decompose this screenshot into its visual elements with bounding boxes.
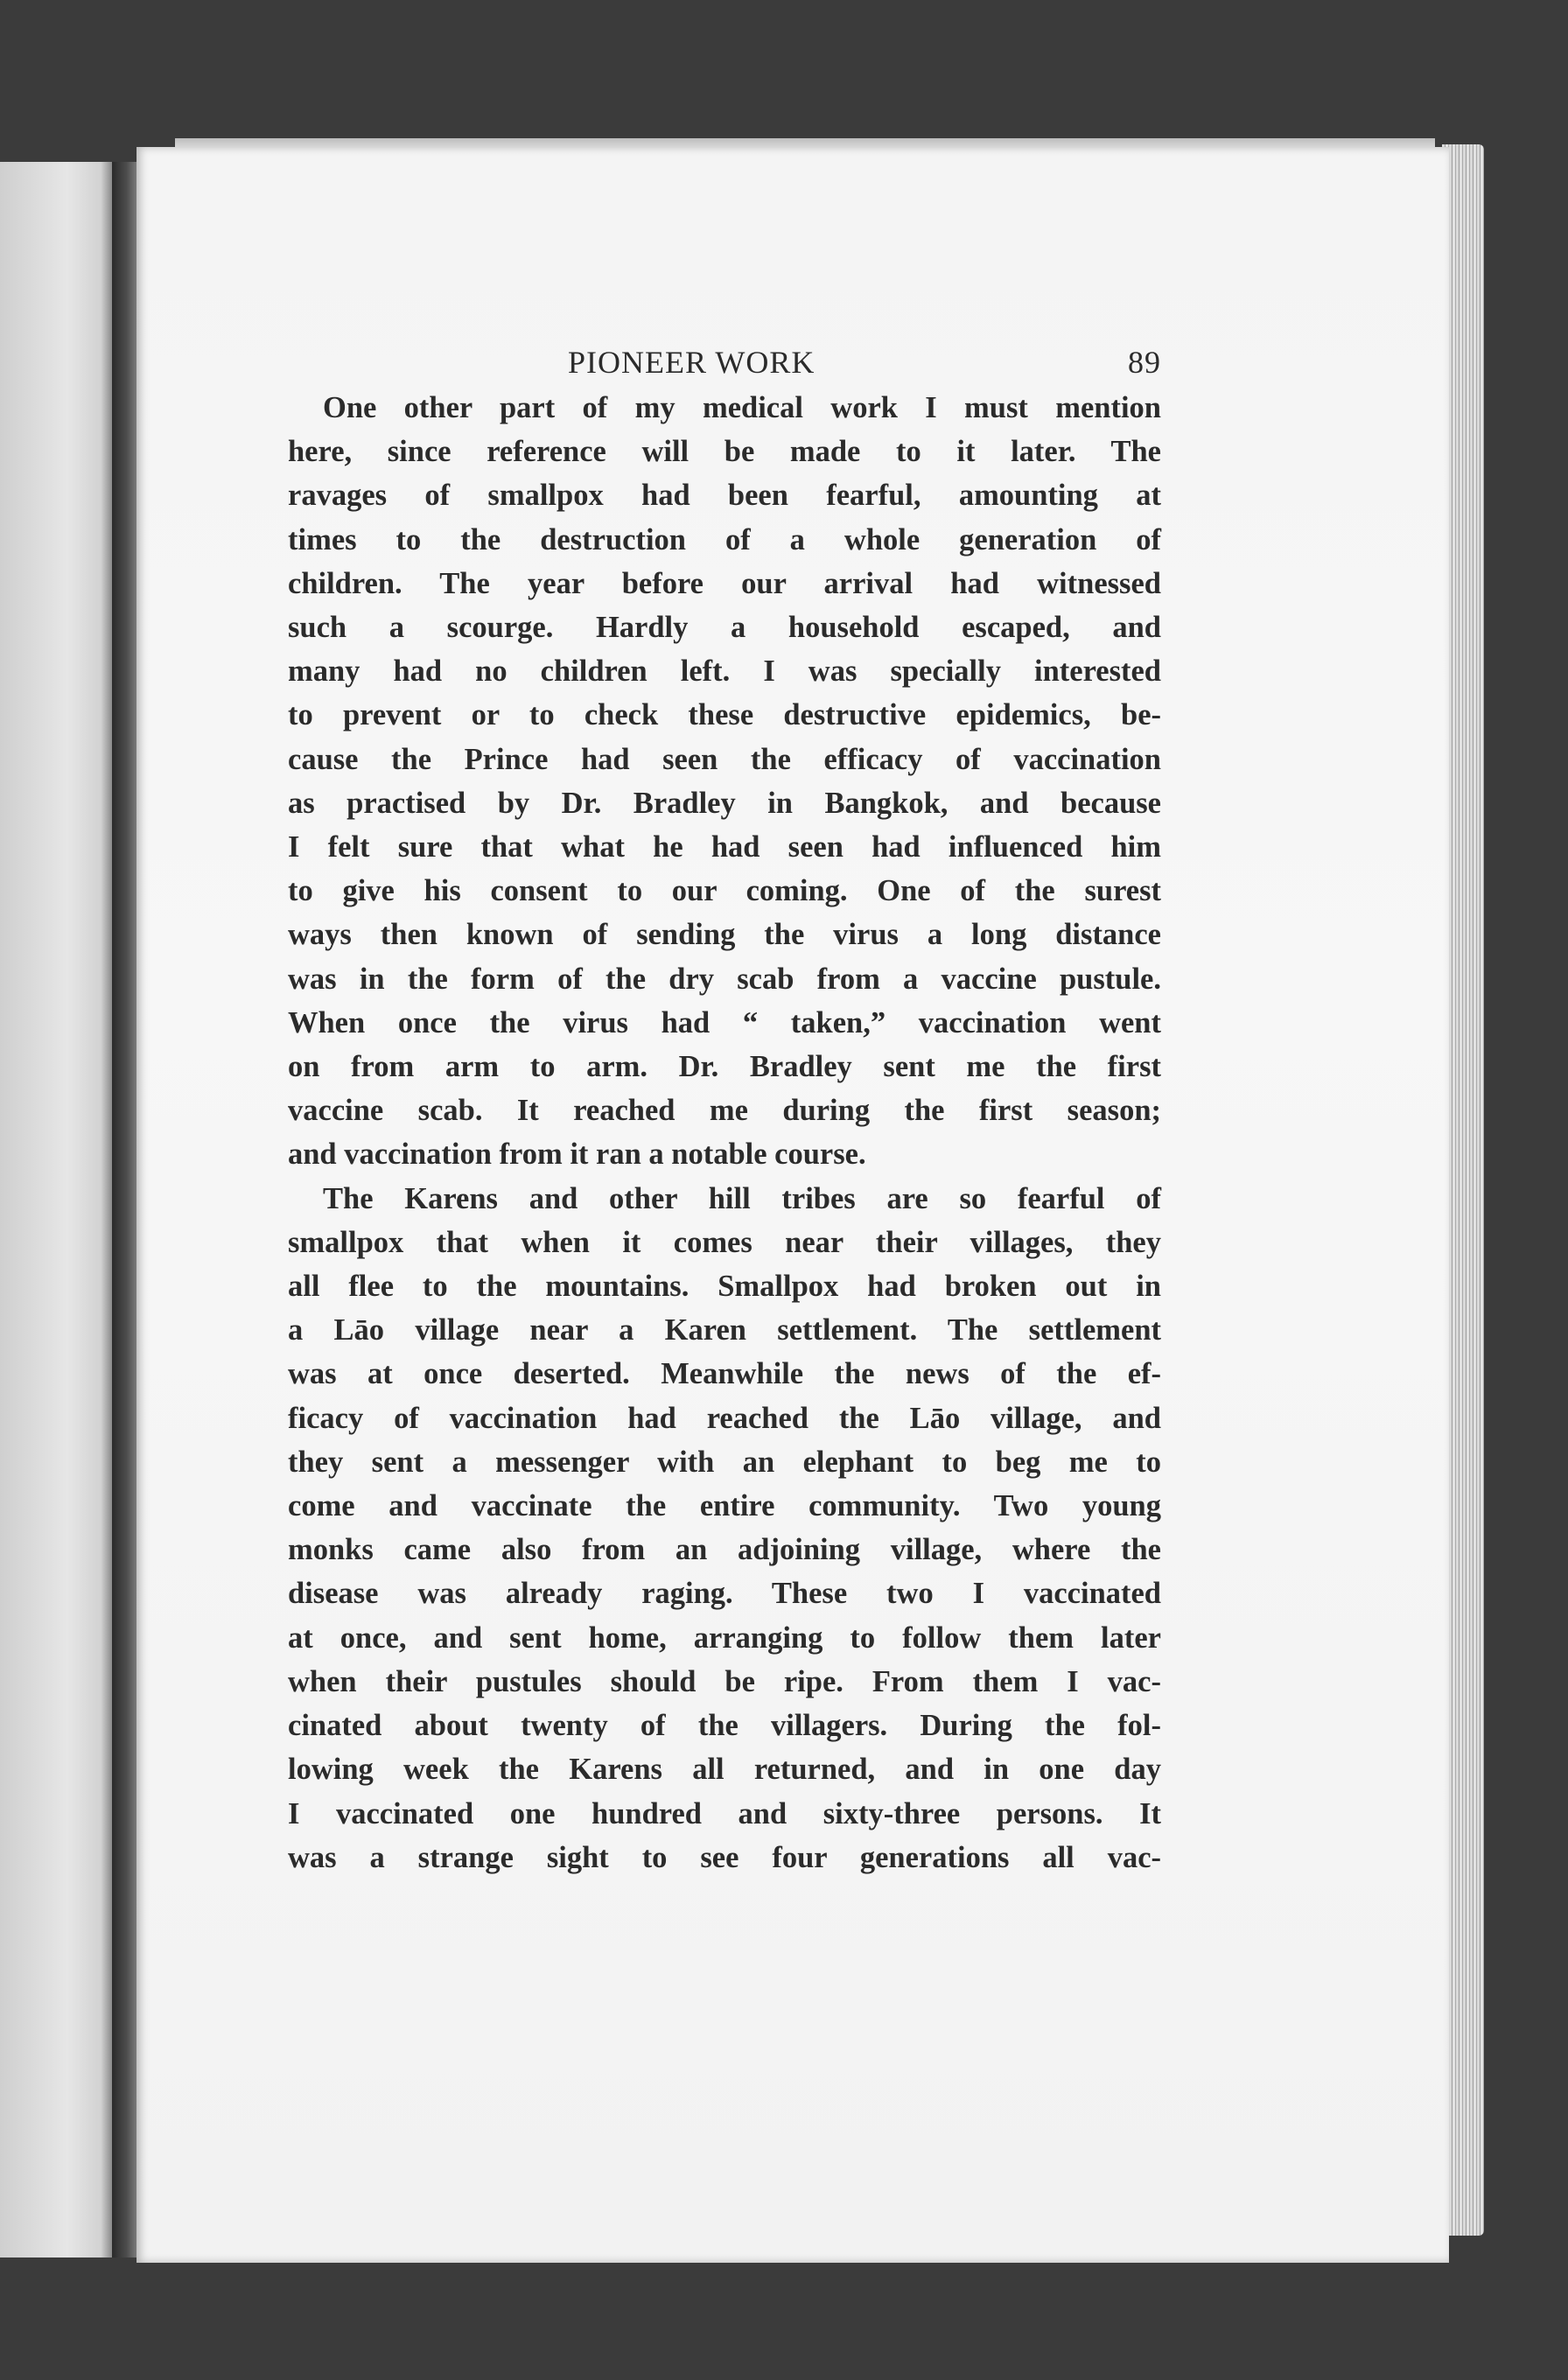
text-line: to give his consent to our coming. One of the surest (288, 874, 1161, 908)
text-line: children. The year before our arrival had witnessed (288, 566, 1161, 600)
text-line: cause the Prince had seen the efficacy of vaccination (288, 742, 1161, 776)
text-line: cinated about twenty of the villagers. During the fol- (288, 1709, 1161, 1743)
text-line: was in the form of the dry scab from a vaccine pustule. (288, 962, 1161, 996)
page-text-block (288, 337, 1161, 1880)
text-line: vaccine scab. It reached me during the first season; (288, 1094, 1161, 1128)
text-line: come and vaccinate the entire community. Two young (288, 1489, 1161, 1523)
text-line: I vaccinated one hundred and sixty-three persons. It (288, 1796, 1161, 1830)
paragraph-2 (288, 1177, 1161, 1880)
text-line: lowing week the Karens all returned, and in one day (288, 1753, 1161, 1787)
text-line: all flee to the mountains. Smallpox had broken out in (288, 1270, 1161, 1304)
facing-page-edge (0, 162, 112, 2258)
text-line: as practised by Dr. Bradley in Bangkok, and because (288, 786, 1161, 820)
text-line: was a strange sight to see four generations all vac- (288, 1840, 1161, 1874)
paragraph-1 (288, 386, 1161, 1177)
text-line: such a scourge. Hardly a household escaped, and (288, 611, 1161, 645)
text-line: when their pustules should be ripe. From them I vac- (288, 1664, 1161, 1698)
text-line: a Lāo village near a Karen settlement. The settlement (288, 1313, 1161, 1348)
text-line: One other part of my medical work I must mention (323, 391, 1161, 424)
page-number: 89 (1128, 345, 1161, 380)
running-head (288, 337, 1161, 386)
text-line: smallpox that when it comes near their villages, they (288, 1225, 1161, 1259)
text-line: ficacy of vaccination had reached the Lāo village, and (288, 1401, 1161, 1435)
text-line: monks came also from an adjoining village, where the (288, 1533, 1161, 1567)
running-title: PIONEER WORK (568, 345, 816, 380)
text-line: ways then known of sending the virus a long distance (288, 918, 1161, 952)
text-line: I felt sure that what he had seen had influenced him (288, 830, 1161, 864)
text-line: at once, and sent home, arranging to follow them later (288, 1620, 1161, 1655)
text-line: to prevent or to check these destructive epidemics, be- (288, 698, 1161, 732)
text-line: ravages of smallpox had been fearful, amounting at (288, 479, 1161, 513)
text-line: here, since reference will be made to it later. The (288, 435, 1161, 469)
text-line: and vaccination from it ran a notable course. (288, 1138, 866, 1172)
text-line: When once the virus had “ taken,” vaccination went (288, 1005, 1161, 1040)
text-line: they sent a messenger with an elephant to beg me to (288, 1445, 1161, 1479)
text-line: many had no children left. I was specially interested (288, 654, 1161, 689)
text-line: times to the destruction of a whole generation of (288, 522, 1161, 556)
text-line: was at once deserted. Meanwhile the news of the ef- (288, 1357, 1161, 1391)
text-line: on from arm to arm. Dr. Bradley sent me the first (288, 1050, 1161, 1084)
text-line: The Karens and other hill tribes are so fearful of (323, 1181, 1161, 1215)
book-gutter (112, 162, 136, 2258)
text-line: disease was already raging. These two I vaccinated (288, 1577, 1161, 1611)
